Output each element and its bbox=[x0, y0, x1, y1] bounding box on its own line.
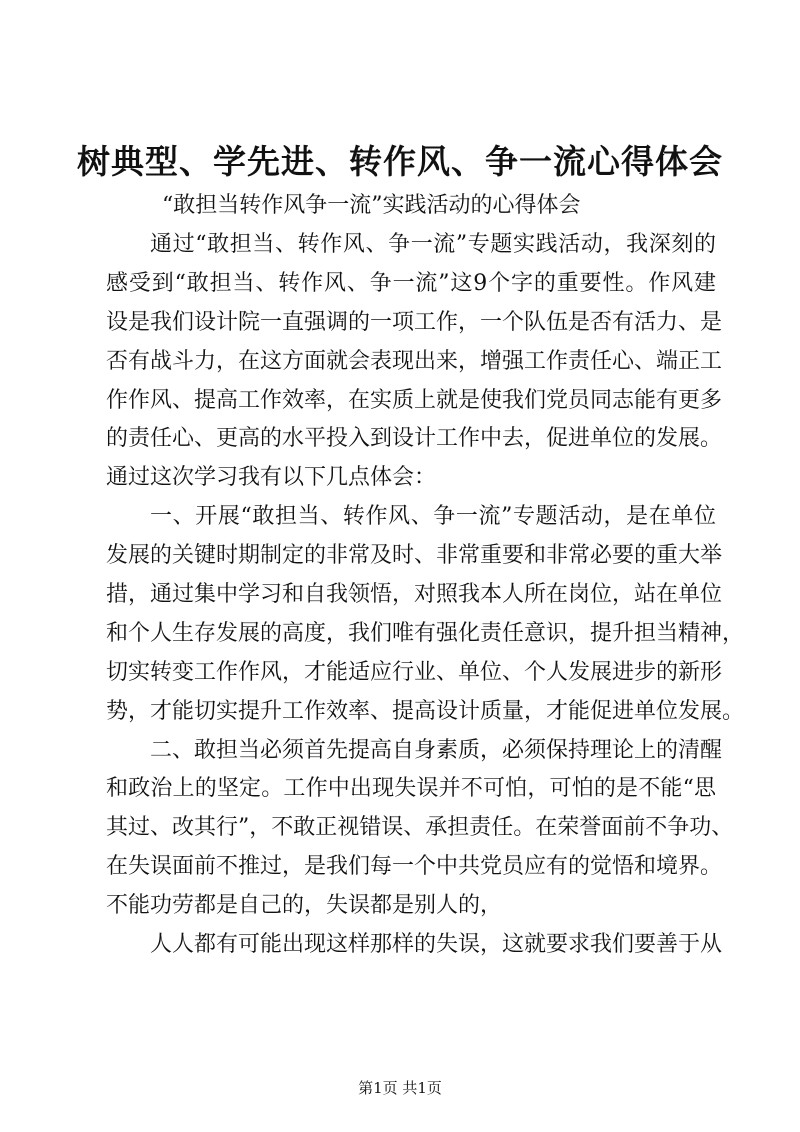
body-line: 一、开展“敢担当、转作风、争一流”专题活动，是在单位 bbox=[150, 504, 716, 530]
body-line: 人人都有可能出现这样那样的失误，这就要求我们要善于从 bbox=[150, 932, 723, 958]
document-subtitle: “敢担当转作风争一流”实践活动的心得体会 bbox=[162, 193, 581, 218]
body-line: 否有战斗力，在这方面就会表现出来，增强工作责任心、端正工 bbox=[106, 348, 723, 374]
body-line: 通过“敢担当、转作风、争一流”专题实践活动，我深刻的 bbox=[150, 232, 716, 257]
body-line: 不能功劳都是自己的，失误都是别人的， bbox=[106, 893, 503, 919]
document-body bbox=[106, 226, 745, 965]
body-line: 措，通过集中学习和自我领悟，对照我本人所在岗位，站在单位 bbox=[106, 582, 723, 608]
body-line: 的责任心、更高的水平投入到设计工作中去，促进单位的发展。 bbox=[106, 426, 723, 452]
body-line: 在失误面前不推过，是我们每一个中共党员应有的觉悟和境界。 bbox=[106, 854, 723, 880]
body-line: 切实转变工作作风，才能适应行业、单位、个人发展进步的新形 bbox=[106, 659, 723, 685]
body-line: 作作风、提高工作效率，在实质上就是使我们党员同志能有更多 bbox=[106, 387, 723, 413]
body-line: 设是我们设计院一直强调的一项工作，一个队伍是否有活力、是 bbox=[106, 309, 723, 335]
body-line: 二、敢担当必须首先提高自身素质，必须保持理论上的清醒 bbox=[150, 737, 723, 763]
document-title: 树典型、学先进、转作风、争一流心得体会 bbox=[77, 142, 723, 181]
page-footer: 第1页 共1页 bbox=[358, 1079, 442, 1097]
body-line: 感受到“敢担当、转作风、争一流”这9个字的重要性。作风建 bbox=[106, 270, 716, 296]
body-line: 势，才能切实提升工作效率、提高设计质量，才能促进单位发展。 bbox=[106, 698, 745, 724]
body-line: 发展的关键时期制定的非常及时、非常重要和非常必要的重大举 bbox=[106, 543, 723, 569]
body-line: 其过、改其行”，不敢正视错误、承担责任。在荣誉面前不争功、 bbox=[106, 815, 734, 841]
body-line: 和个人生存发展的高度，我们唯有强化责任意识，提升担当精神， bbox=[106, 620, 745, 646]
body-line: 通过这次学习我有以下几点体会： bbox=[106, 465, 437, 491]
body-line: 和政治上的坚定。工作中出现失误并不可怕，可怕的是不能“思 bbox=[106, 776, 716, 802]
